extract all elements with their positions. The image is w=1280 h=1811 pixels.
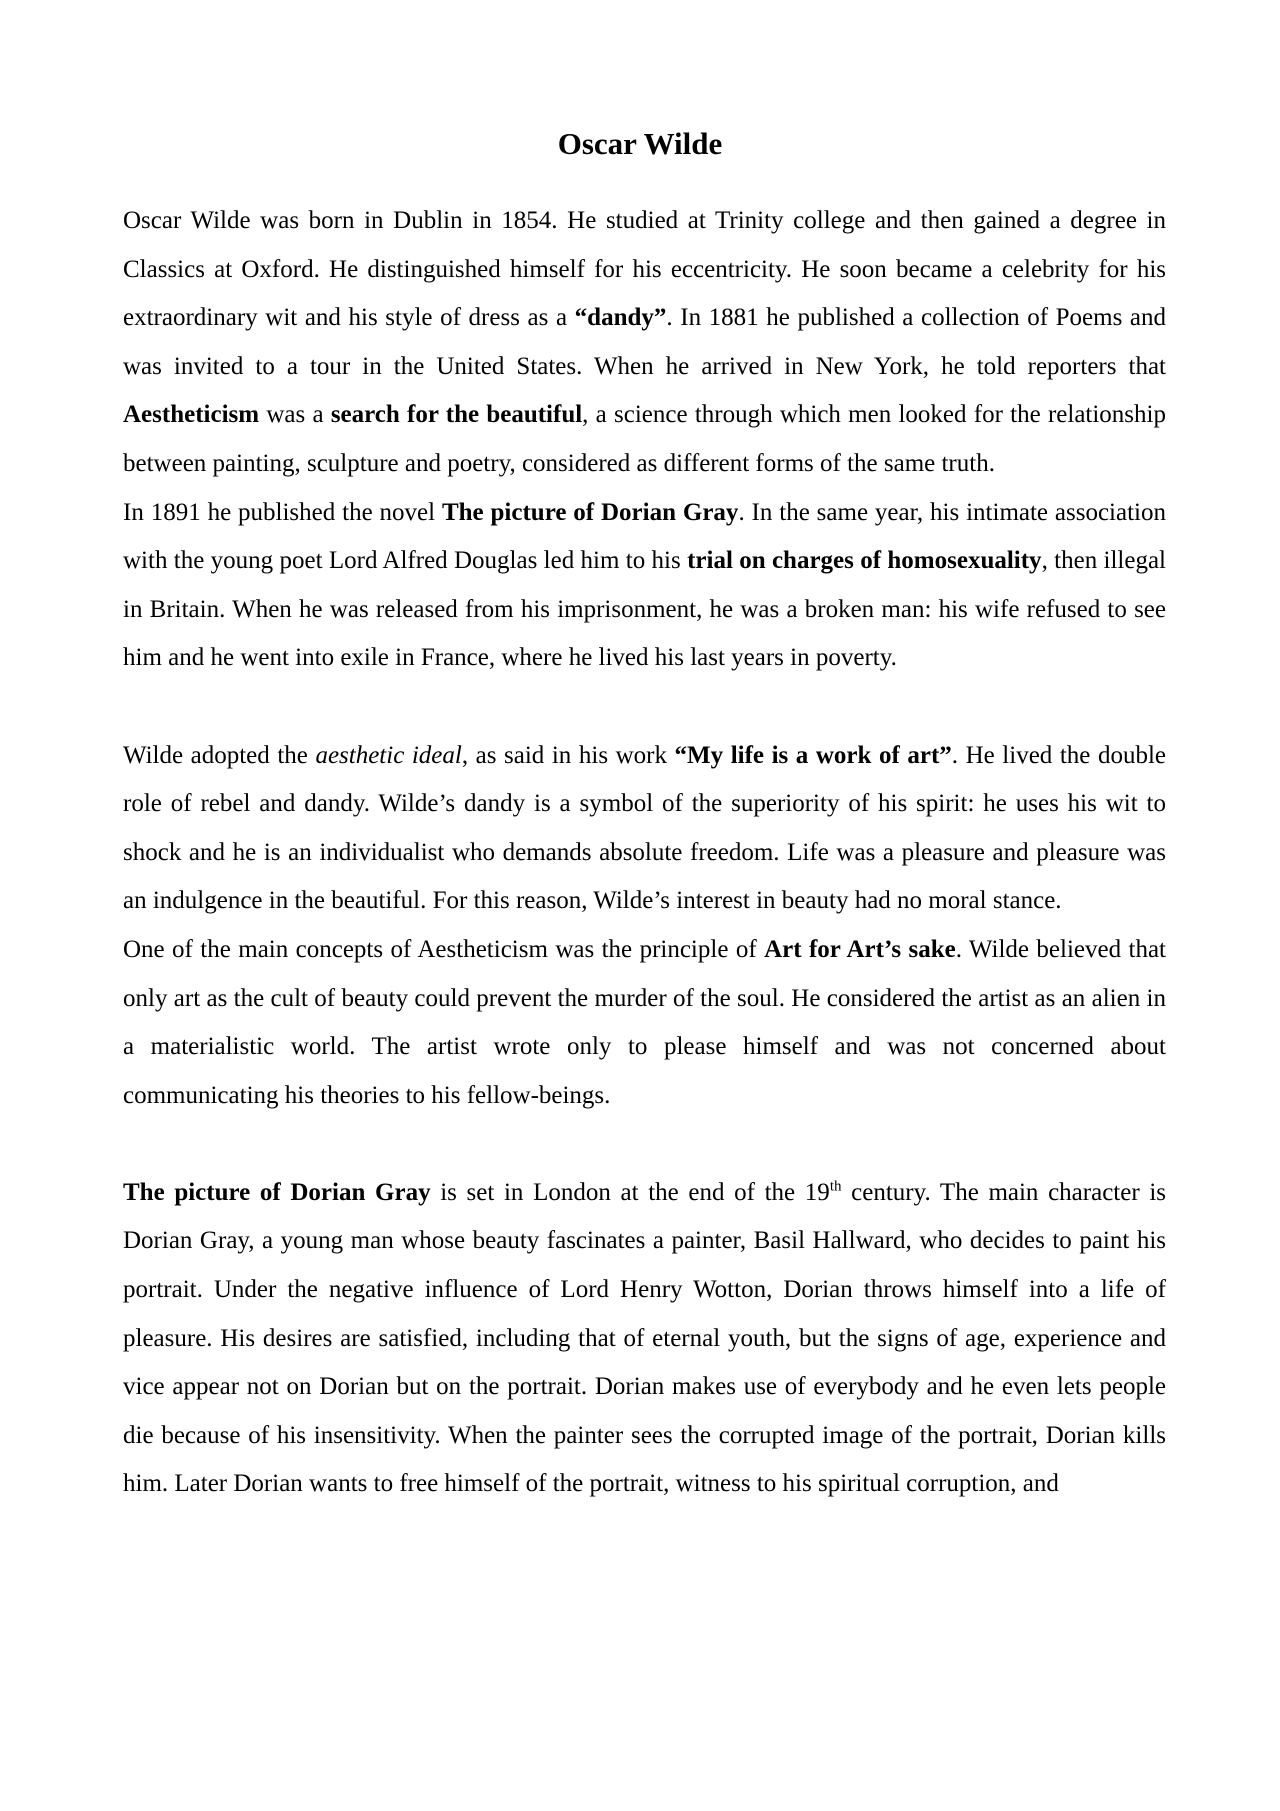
superscript-text: th bbox=[829, 1178, 842, 1195]
paragraph-spacer bbox=[123, 1120, 1166, 1169]
bold-text: The picture of Dorian Gray bbox=[441, 498, 739, 526]
text-run: was a bbox=[259, 401, 331, 429]
text-run: , as said in his work bbox=[461, 741, 675, 769]
bold-text: Art for Art’s sake bbox=[764, 935, 956, 963]
text-run: , then illegal in Britain. When he was released from his imprisonment, he was a broken man: his wife refused to see him and he went into exile in France, where he lived his last years in poverty. bbox=[123, 547, 1167, 672]
paragraph-aesthetic-ideal bbox=[123, 732, 1166, 926]
text-run: Oscar Wilde was born in Dublin in 1854. He studied at Trinity college and then gained a degree in Classics at Oxford. He distinguished himself for his eccentricity. He soon became a celebrity for his extraordinary wit and his style of dress as a bbox=[123, 207, 1166, 332]
text-run: . Wilde believed that only art as the cult of beauty could prevent the murder of the soul. He considered the artist as an alien in a materialistic world. The artist wrote only to please himself and was not concerned about communicating his theories to his fellow-beings. bbox=[123, 935, 1167, 1109]
paragraph-dorian-gray-trial bbox=[123, 489, 1166, 683]
bold-text: “dandy” bbox=[574, 304, 667, 332]
text-run: century. The main character is Dorian Gray, a young man whose beauty fascinates a painter, Basil Hallward, who decides to paint his portrait. Under the negative influence of Lord Henry Wotton, Dorian throws himself into a life of pleasure. His desires are satisfied, including that of eternal youth, but the signs of age, experience and vice appear not on Dorian but on the portrait. Dorian makes use of everybody and he even lets people die because of his insensitivity. When the painter sees the corrupted image of the portrait, Dorian kills him. Later Dorian wants to free himself of the portrait, witness to his spiritual corruption, and bbox=[123, 1178, 1166, 1498]
paragraph-novel-plot bbox=[123, 1169, 1166, 1509]
text-run: , a science through which men looked for the relationship between painting, sculpture and poetry, considered as different forms of the same truth. bbox=[123, 401, 1166, 477]
bold-text: trial on charges of homosexuality bbox=[687, 547, 1042, 575]
document-body bbox=[123, 197, 1166, 1509]
page-title: Oscar Wilde bbox=[557, 126, 723, 161]
paragraph-spacer bbox=[123, 683, 1166, 732]
bold-text: Aestheticism bbox=[123, 401, 260, 429]
paragraph-art-for-arts-sake bbox=[123, 926, 1166, 1120]
text-run: One of the main concepts of Aestheticism was the principle of bbox=[123, 935, 765, 963]
text-run: . In 1881 he published a collection of Poems and was invited to a tour in the United States. When he arrived in New York, he told reporters that bbox=[123, 304, 1166, 380]
bold-text: “My life is a work of art” bbox=[674, 741, 952, 769]
text-run: is set in London at the end of the 19 bbox=[430, 1178, 830, 1206]
text-run: Wilde adopted the bbox=[123, 741, 316, 769]
text-run: . In the same year, his intimate association with the young poet Lord Alfred Douglas led him to his bbox=[123, 498, 1166, 575]
italic-text: aesthetic ideal bbox=[315, 741, 462, 769]
paragraph-biography bbox=[123, 197, 1166, 489]
bold-text: search for the beautiful bbox=[330, 401, 583, 429]
bold-text: The picture of Dorian Gray bbox=[123, 1178, 431, 1206]
text-run: In 1891 he published the novel bbox=[123, 498, 442, 526]
text-run: . He lived the double role of rebel and dandy. Wilde’s dandy is a symbol of the superiority of his spirit: he uses his wit to shock and he is an individualist who demands absolute freedom. Life was a pleasure and pleasure was an indulgence in the beautiful. For this reason, Wilde’s interest in beauty had no moral stance. bbox=[123, 741, 1166, 915]
